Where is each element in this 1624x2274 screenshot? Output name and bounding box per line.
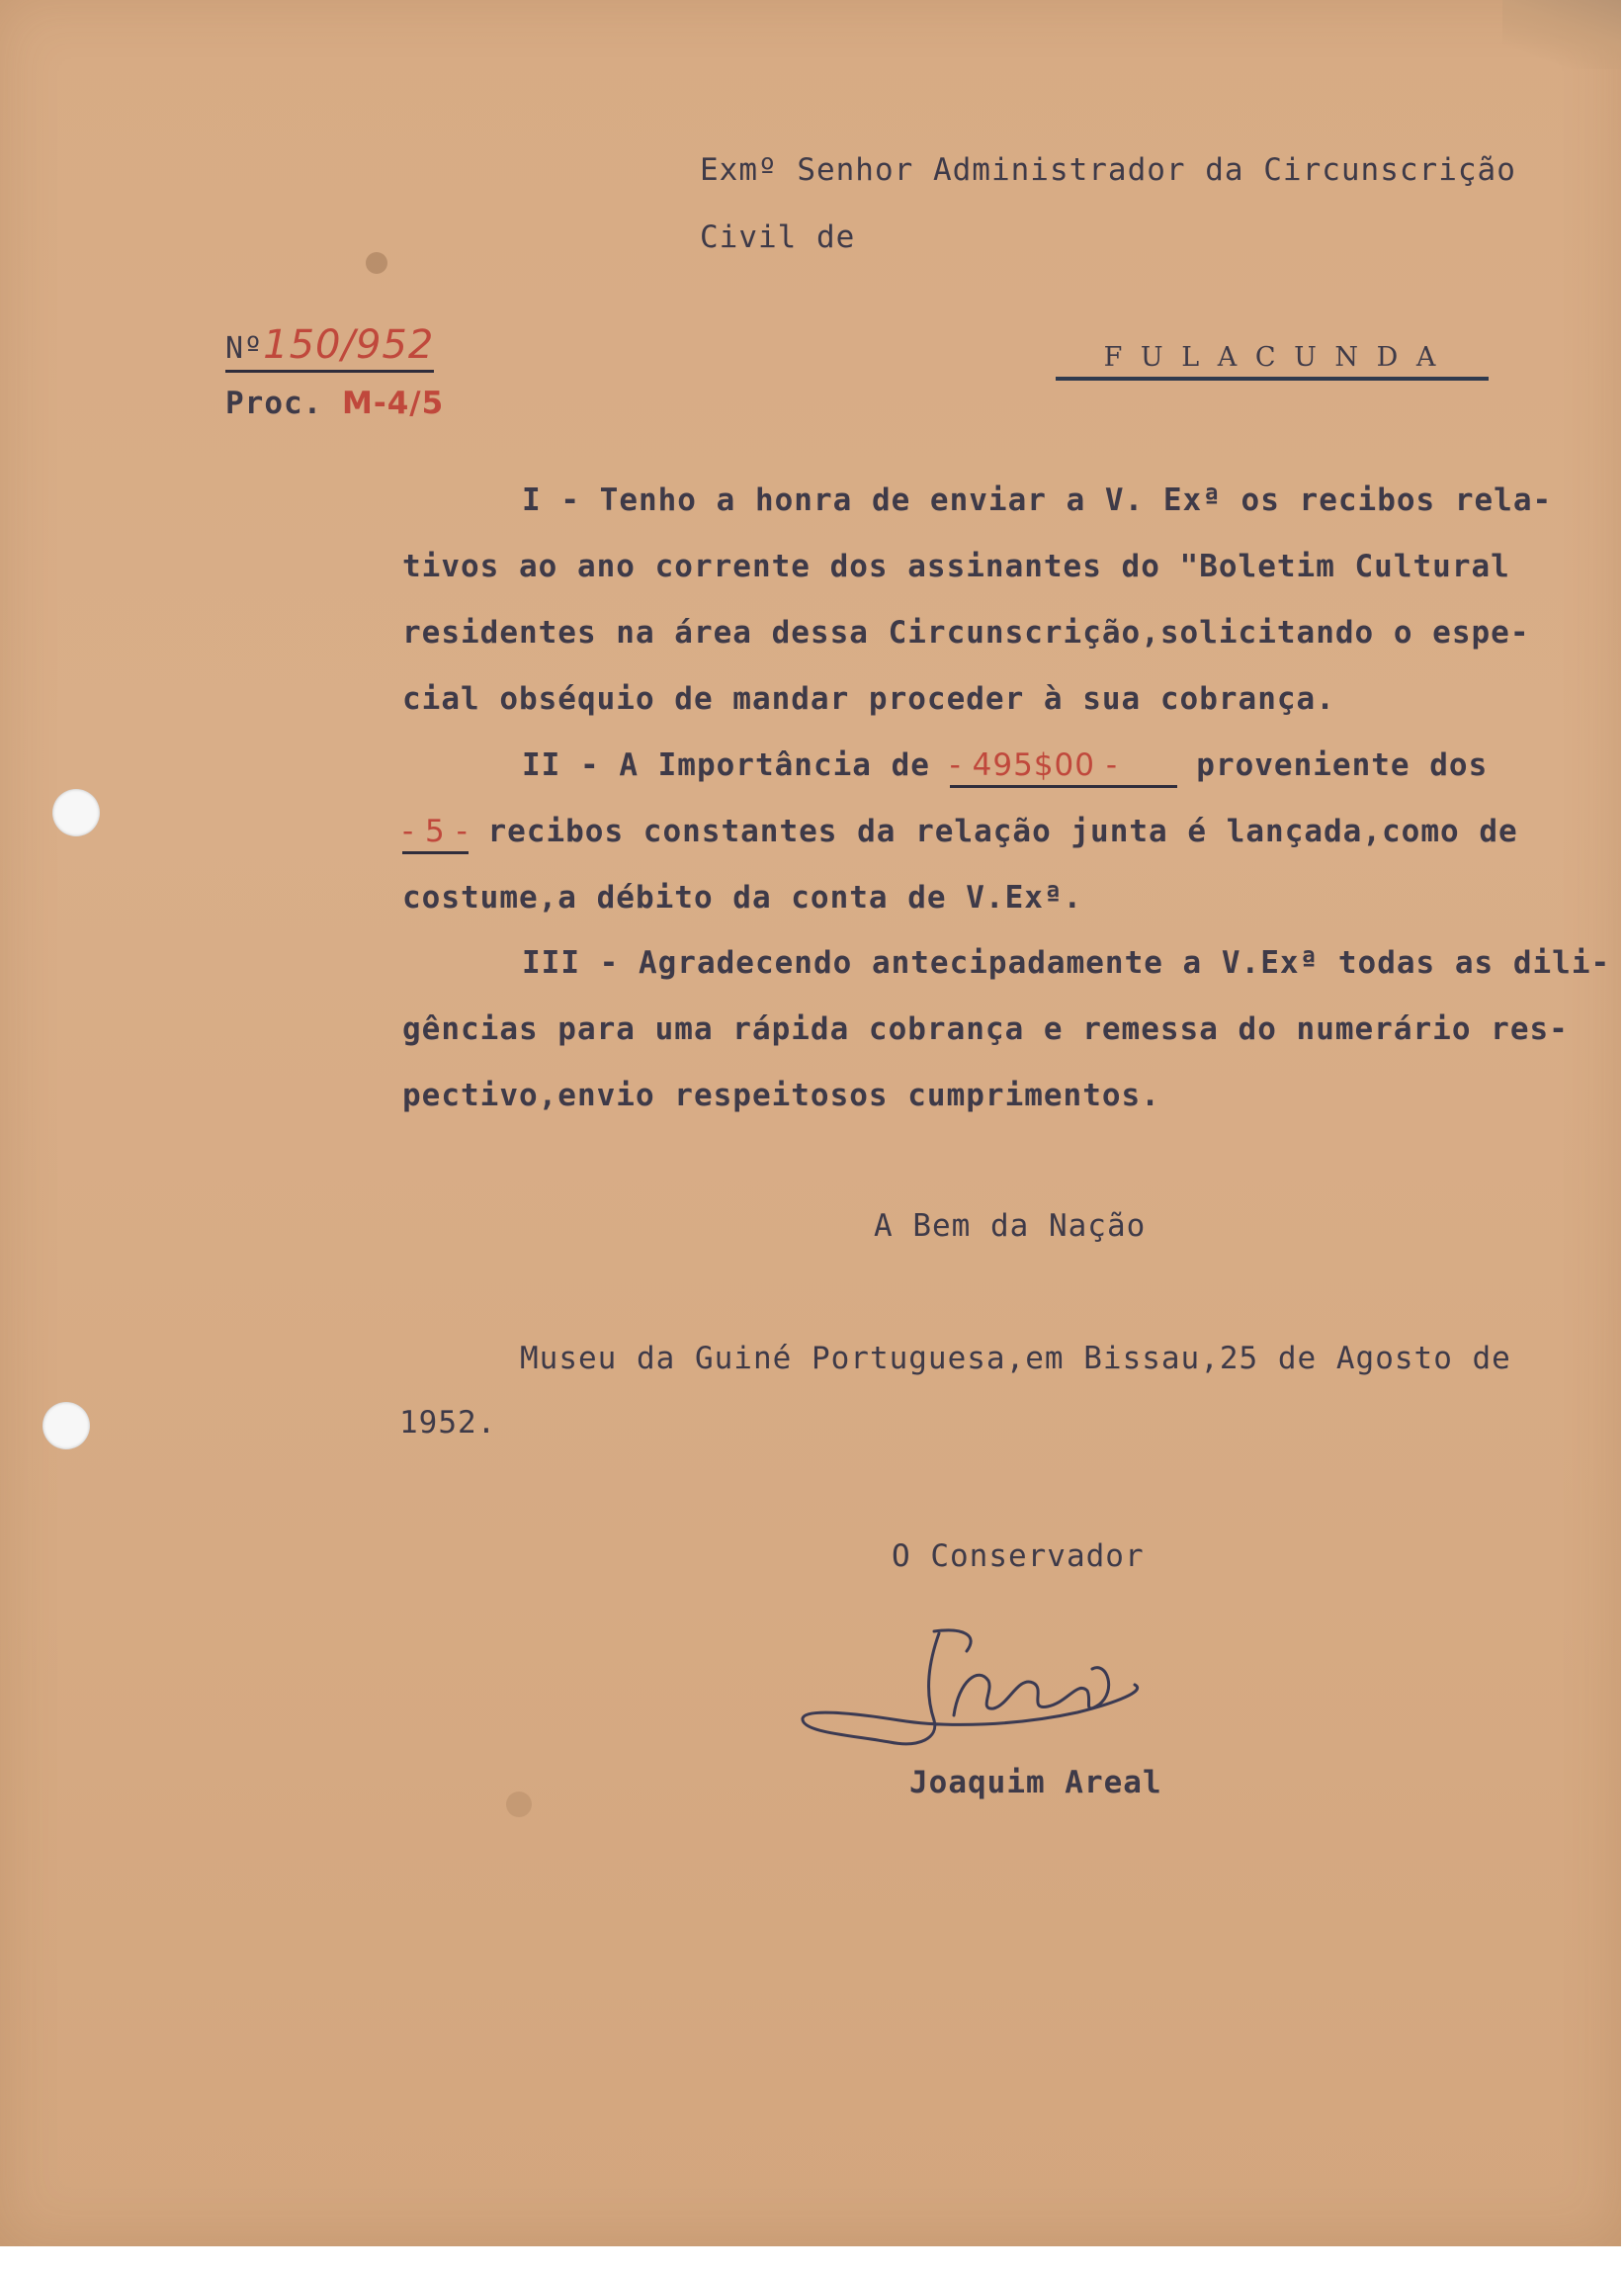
- process-label: Proc.: [225, 386, 323, 421]
- paragraph2-line: [522, 747, 1488, 788]
- addressee-line-2: Civil de: [700, 219, 856, 255]
- paragraph2-line: [402, 814, 1518, 849]
- punch-hole-top: [52, 789, 100, 836]
- reference-number-value: 150/952: [263, 322, 435, 368]
- paragraph2-start: II - A Importância de: [522, 747, 930, 783]
- paragraph2-line2-rest: recibos constantes da relação junta é lançada,como de: [487, 814, 1518, 849]
- signer-name: Joaquim Areal: [909, 1765, 1162, 1800]
- paragraph3-line: gências para uma rápida cobrança e remessa do numerário res-: [402, 1011, 1569, 1047]
- paragraph1-line: residentes na área dessa Circunscrição,solicitando o espe-: [402, 615, 1530, 651]
- paragraph1-line: I - Tenho a honra de enviar a V. Exª os recibos rela-: [522, 482, 1553, 518]
- folded-corner: [1502, 0, 1621, 69]
- addressee-line-1: Exmº Senhor Administrador da Circunscrição: [700, 152, 1516, 188]
- paragraph1-line: cial obséquio de mandar proceder à sua cobrança.: [402, 681, 1335, 717]
- paragraph3-line: III - Agradecendo antecipadamente a V.Exª todas as dili-: [522, 945, 1611, 981]
- paper-stain: [366, 252, 387, 274]
- place-date-line-1: Museu da Guiné Portuguesa,em Bissau,25 de Agosto de: [520, 1341, 1511, 1376]
- process-reference: [225, 386, 444, 421]
- process-value: M-4/5: [342, 386, 445, 421]
- paper-stain: [506, 1792, 532, 1817]
- paragraph2-after-amount: proveniente dos: [1196, 747, 1489, 783]
- reference-number: [225, 322, 434, 373]
- punch-hole-bottom: [43, 1402, 90, 1449]
- paragraph2-line: costume,a débito da conta de V.Exª.: [402, 880, 1083, 916]
- signer-title: O Conservador: [892, 1538, 1145, 1574]
- place-date-line-2: 1952.: [399, 1405, 497, 1441]
- destination-title: F U L A C U N D A: [1056, 342, 1489, 381]
- amount-value: - 495$00 -: [950, 747, 1177, 788]
- paragraph1-line: tivos ao ano corrente dos assinantes do "Boletim Cultural: [402, 549, 1510, 584]
- paragraph3-line: pectivo,envio respeitosos cumprimentos.: [402, 1078, 1160, 1113]
- salutation: A Bem da Nação: [874, 1208, 1147, 1244]
- receipts-count: - 5 -: [402, 814, 469, 854]
- handwritten-signature: [791, 1621, 1156, 1760]
- reference-number-label: Nº: [225, 331, 264, 366]
